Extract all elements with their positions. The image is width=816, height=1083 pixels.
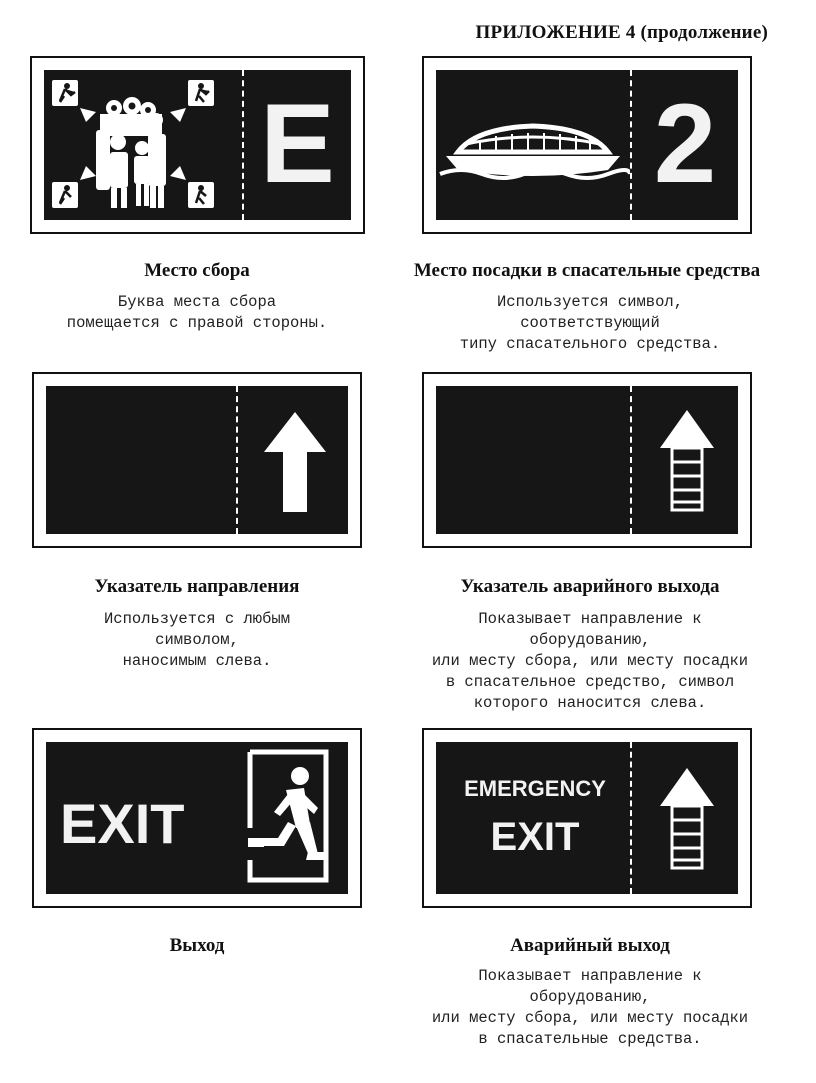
escape-route-title: Указатель аварийного выхода [460, 576, 720, 597]
direction-title: Указатель направления [94, 576, 300, 597]
emergency-exit-sign [422, 728, 752, 908]
assembly-station-sign [30, 56, 365, 234]
assembly-symbol-icon [44, 70, 244, 220]
embarkation-number: 2 [653, 81, 717, 206]
direction-description: Используется с любым символом, наносимым слева. [103, 610, 291, 670]
emergency-text: EMERGENCY [464, 776, 606, 801]
emergency-exit-title: Аварийный выход [510, 935, 670, 956]
embarkation-description: Используется символ, соответствующий типу спасательного средства. [459, 293, 721, 353]
arrow-ladder-icon [632, 742, 738, 894]
assembly-title: Место сбора [144, 260, 250, 281]
appendix-label: ПРИЛОЖЕНИЕ 4 (продолжение) [475, 22, 768, 43]
exit-title: Выход [169, 935, 225, 956]
exit-text: EXIT [60, 792, 185, 855]
lifeboat-icon [436, 70, 630, 220]
assembly-description: Буква места сбора помещается с правой стороны. [66, 293, 328, 332]
escape-route-description: Показывает направление к оборудованию, или месту сбора, или месту посадки в спасательное средство, символ которого наносится слева. [431, 610, 749, 712]
emergency-exit-description: Показывает направление к оборудованию, или месту сбора, или месту посадки в спасательные средства. [431, 967, 749, 1048]
direction-sign [32, 372, 362, 548]
assembly-letter: E [260, 81, 335, 206]
running-man-door-icon [226, 742, 346, 894]
arrow-ladder-icon [632, 386, 738, 534]
emergency-exit-text: EXIT [490, 815, 580, 859]
escape-route-sign [422, 372, 752, 548]
exit-sign [32, 728, 362, 908]
arrow-up-icon [238, 386, 348, 534]
embarkation-title: Место посадки в спасательные средства [413, 260, 761, 281]
embarkation-sign [422, 56, 752, 234]
